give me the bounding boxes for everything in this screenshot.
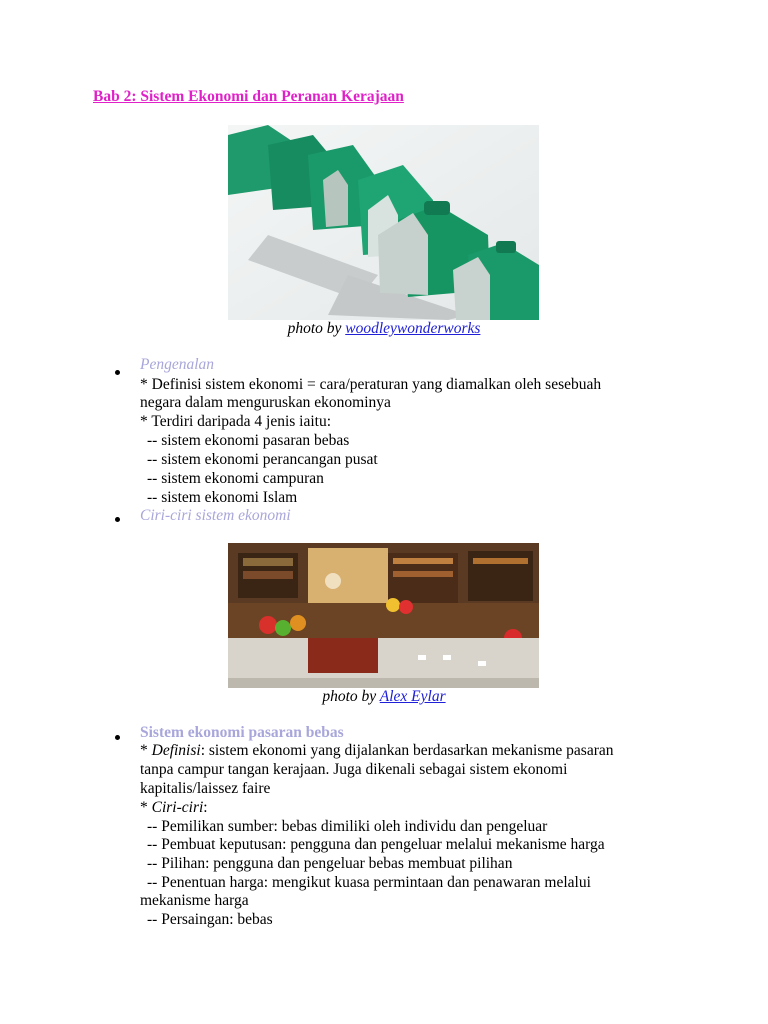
bullet-icon <box>115 517 120 522</box>
list-item: -- sistem ekonomi pasaran bebas <box>147 432 350 449</box>
text-line: mekanisme harga <box>140 892 249 909</box>
houses-image <box>228 125 539 320</box>
list-item: -- Persaingan: bebas <box>147 911 273 928</box>
caption-prefix: photo by <box>322 688 380 705</box>
caption-prefix: photo by <box>287 320 346 337</box>
definisi-label: Definisi <box>151 742 201 759</box>
list-item: -- sistem ekonomi perancangan pusat <box>147 451 378 468</box>
text-line: tanpa campur tangan kerajaan. Juga dikenali sebagai sistem ekonomi <box>140 761 568 778</box>
list-item: -- Pembuat keputusan: pengguna dan pengeluar melalui mekanisme harga <box>147 836 605 853</box>
list-item: -- sistem ekonomi campuran <box>147 470 324 487</box>
section-heading-pengenalan[interactable]: Pengenalan <box>140 356 215 373</box>
list-item: -- Penentuan harga: mengikut kuasa permintaan dan penawaran melalui <box>147 874 591 891</box>
bullet-icon <box>115 735 120 740</box>
market-image <box>228 543 539 688</box>
section-heading-ciri-ciri[interactable]: Ciri-ciri sistem ekonomi <box>140 507 291 524</box>
market-photo <box>228 543 539 688</box>
bullet-icon <box>115 370 120 375</box>
houses-photo <box>228 125 539 320</box>
text-line: kapitalis/laissez faire <box>140 780 271 797</box>
definisi-line: * Definisi: sistem ekonomi yang dijalankan berdasarkan mekanisme pasaran <box>140 742 614 759</box>
text-line: * Definisi sistem ekonomi = cara/peraturan yang diamalkan oleh sesebuah <box>140 376 602 393</box>
photo-caption-2 <box>0 688 768 706</box>
ciri-line: * Ciri-ciri: <box>140 799 208 816</box>
ciri-label: Ciri-ciri <box>151 799 204 816</box>
photo-caption-1 <box>0 320 768 338</box>
list-item: -- Pemilikan sumber: bebas dimiliki oleh individu dan pengeluar <box>147 818 548 835</box>
text-line: negara dalam menguruskan ekonominya <box>140 394 391 411</box>
list-item: -- Pilihan: pengguna dan pengeluar bebas membuat pilihan <box>147 855 513 872</box>
photo-credit-link[interactable]: Alex Eylar <box>379 688 446 705</box>
page-title[interactable]: Bab 2: Sistem Ekonomi dan Peranan Kerajaan <box>93 88 404 105</box>
definisi-text: : sistem ekonomi yang dijalankan berdasarkan mekanisme pasaran <box>200 742 614 759</box>
text-line: * Terdiri daripada 4 jenis iaitu: <box>140 413 332 430</box>
list-item: -- sistem ekonomi Islam <box>147 489 298 506</box>
section-heading-pasaran-bebas[interactable]: Sistem ekonomi pasaran bebas <box>140 724 344 741</box>
photo-credit-link[interactable]: woodleywonderworks <box>345 320 481 337</box>
ciri-suffix: : <box>203 799 208 816</box>
